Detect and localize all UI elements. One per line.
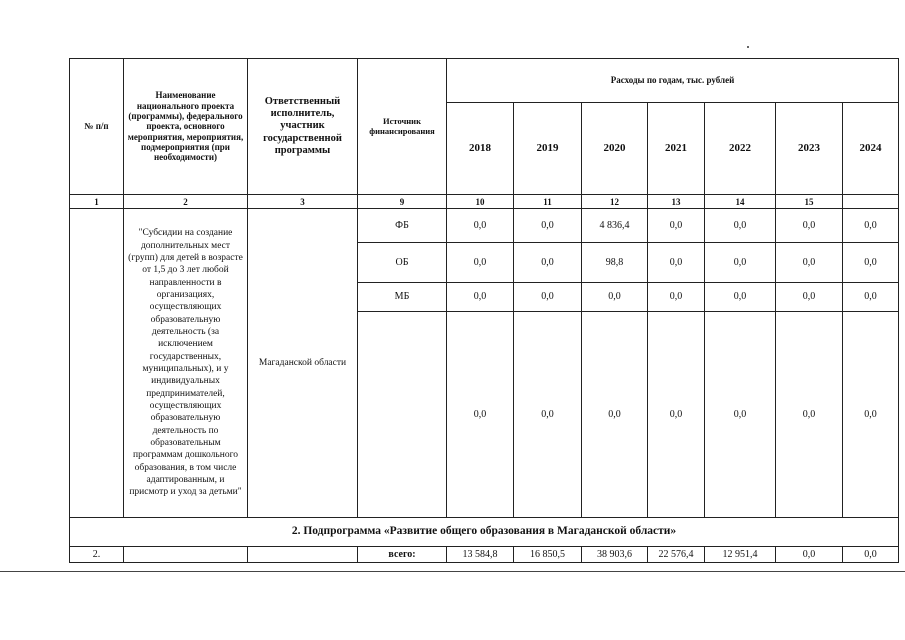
value-cell: 0,0 [514,283,582,312]
col-number: 1 [70,195,124,209]
header-name: Наименование национального проекта (программы), федерального проекта, основного мероприятия, мероприятия, подмероприятия (при необходимости) [124,59,248,195]
table-row [70,209,899,243]
total-value: 38 903,6 [582,547,648,563]
total-value: 22 576,4 [648,547,705,563]
section-row [70,518,899,547]
col-number: 11 [514,195,582,209]
value-cell: 0,0 [447,283,514,312]
value-cell: 0,0 [648,312,705,518]
header-source: Источник финансирования [358,59,447,195]
budget-table [69,58,899,563]
value-cell: 0,0 [447,312,514,518]
header-expenses: Расходы по годам, тыс. рублей [447,59,899,103]
value-cell: 0,0 [582,283,648,312]
total-label: всего: [358,547,447,563]
col-number: 14 [705,195,776,209]
value-cell: 0,0 [705,243,776,283]
source-cell: ФБ [358,209,447,243]
value-cell: 0,0 [514,209,582,243]
value-cell: 0,0 [447,209,514,243]
col-number: 2 [124,195,248,209]
value-cell: 0,0 [705,209,776,243]
value-cell: 0,0 [776,243,843,283]
section-title: 2. Подпрограмма «Развитие общего образования в Магаданской области» [70,518,899,547]
value-cell: 0,0 [843,209,899,243]
scan-mark [747,46,749,48]
col-number: 13 [648,195,705,209]
total-num: 2. [70,547,124,563]
col-number [843,195,899,209]
value-cell: 0,0 [843,283,899,312]
value-cell: 0,0 [843,243,899,283]
total-empty [248,547,358,563]
source-cell [358,312,447,518]
value-cell: 0,0 [514,312,582,518]
value-cell: 98,8 [582,243,648,283]
year-2020: 2020 [582,103,648,195]
entry-num [70,209,124,518]
value-cell: 0,0 [705,312,776,518]
value-cell: 0,0 [776,209,843,243]
header-responsible: Ответственный исполнитель, участник государственной программы [248,59,358,195]
total-value: 0,0 [843,547,899,563]
year-2024: 2024 [843,103,899,195]
value-cell: 0,0 [648,243,705,283]
value-cell: 0,0 [648,283,705,312]
year-2021: 2021 [648,103,705,195]
value-cell: 0,0 [776,312,843,518]
total-row [70,547,899,563]
total-value: 0,0 [776,547,843,563]
value-cell: 0,0 [776,283,843,312]
col-number: 3 [248,195,358,209]
value-cell: 0,0 [705,283,776,312]
source-cell: ОБ [358,243,447,283]
total-empty [124,547,248,563]
value-cell: 0,0 [843,312,899,518]
col-number: 9 [358,195,447,209]
year-2018: 2018 [447,103,514,195]
col-number: 12 [582,195,648,209]
year-2022: 2022 [705,103,776,195]
year-2023: 2023 [776,103,843,195]
value-cell: 0,0 [582,312,648,518]
source-cell: МБ [358,283,447,312]
entry-responsible: Магаданской области [248,209,358,518]
total-value: 16 850,5 [514,547,582,563]
value-cell: 0,0 [648,209,705,243]
value-cell: 4 836,4 [582,209,648,243]
entry-description: "Субсидии на создание дополнительных мест (групп) для детей в возрасте от 1,5 до 3 лет любой направленности в организациях, осуществляющих образовательную деятельность (за исключением государственных, муниципальных), и у индивидуальных предпринимателей, осуществляющих образовательную деятельность по образовательным программам дошкольного образования, в том числе адаптированным, и присмотр и уход за детьми" [124,209,248,518]
header-num: № п/п [70,59,124,195]
total-value: 12 951,4 [705,547,776,563]
total-value: 13 584,8 [447,547,514,563]
year-2019: 2019 [514,103,582,195]
col-number: 10 [447,195,514,209]
page-bottom-rule [0,571,905,572]
value-cell: 0,0 [514,243,582,283]
col-number: 15 [776,195,843,209]
value-cell: 0,0 [447,243,514,283]
